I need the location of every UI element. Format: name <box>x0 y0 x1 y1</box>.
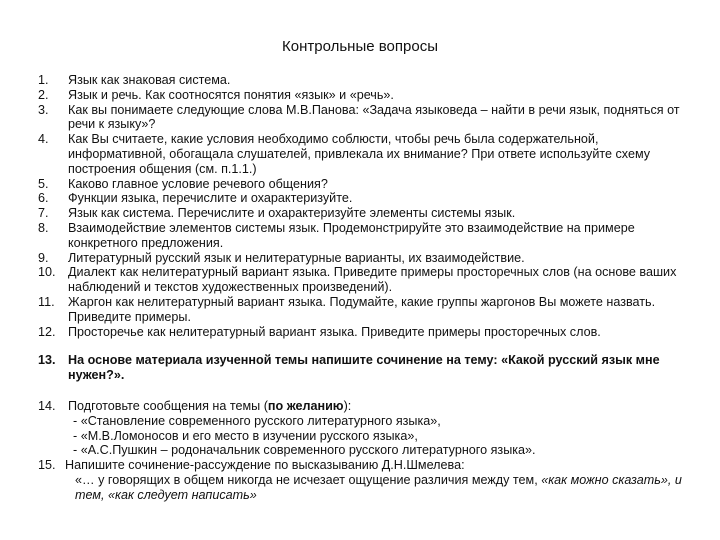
item-text: На основе материала изученной темы напишите сочинение на тему: «Какой русский язык мне нужен?». <box>68 353 660 383</box>
essay-question-15 <box>38 458 688 502</box>
quote-italic-2: «как следует написать» <box>108 487 257 502</box>
q14-tail: ): <box>343 398 352 413</box>
item-number: 3. <box>38 102 49 117</box>
topic-item: - «А.С.Пушкин – родоначальник современного русского литературного языка». <box>73 443 536 458</box>
item-text <box>68 399 688 414</box>
item-text: Каково главное условие речевого общения? <box>68 176 328 191</box>
list-item <box>38 88 688 103</box>
item-number: 15. <box>38 458 56 473</box>
q14-lead: Подготовьте сообщения на темы ( <box>68 398 268 413</box>
item-number: 1. <box>38 73 49 87</box>
list-item <box>38 325 688 340</box>
item-text: Как вы понимаете следующие слова М.В.Панова: «Задача языковеда – найти в речи язык, подняться от речи к языку»? <box>68 102 680 132</box>
list-item <box>38 221 688 251</box>
list-item <box>38 191 688 206</box>
questions-list <box>38 73 688 503</box>
page-title: Контрольные вопросы <box>282 38 438 55</box>
item-text: Язык и речь. Как соотносятся понятия «язык» и «речь». <box>68 87 394 102</box>
item-number: 11. <box>38 294 55 309</box>
topic-item: - «Становление современного русского литературного языка», <box>73 413 441 428</box>
list-item <box>38 206 688 221</box>
item-text: Как Вы считаете, какие условия необходимо соблюсти, чтобы речь была содержательной, информативной, обогащала слушателей, привлекала их внимание? При ответе используйте схему построения общения (см. п.1.1.) <box>68 132 651 176</box>
item-number: 9. <box>38 250 49 265</box>
item-number: 4. <box>38 132 49 147</box>
list-item <box>38 177 688 192</box>
item-number: 2. <box>38 87 49 102</box>
item-text: Напишите сочинение-рассуждение по высказыванию Д.Н.Шмелева: <box>65 458 465 473</box>
item-text: Жаргон как нелитературный вариант языка. Подумайте, какие группы жаргонов Вы можете назвать. Приведите примеры. <box>68 294 656 324</box>
quote-text <box>65 473 688 503</box>
item-number: 5. <box>38 176 49 191</box>
list-item <box>38 265 688 295</box>
item-text: Диалект как нелитературный вариант языка. Приведите примеры просторечных слов (на основе ваших наблюдений и текстов художественных произведений). <box>68 265 677 295</box>
q14-emphasis: по желанию <box>267 398 344 413</box>
item-text: Просторечье как нелитературный вариант языка. Приведите примеры просторечных слов. <box>68 324 601 339</box>
item-text: Литературный русский язык и нелитературные варианты, их взаимодействие. <box>68 250 525 265</box>
item-text: Язык как система. Перечислите и охарактеризуйте элементы системы язык. <box>68 206 516 221</box>
essay-question-13 <box>38 353 688 383</box>
quote-italic-1: «как можно сказать» <box>541 472 668 487</box>
item-text: Язык как знаковая система. <box>68 73 231 87</box>
topic-item: - «М.В.Ломоносов и его место в изучении русского языка», <box>73 428 418 443</box>
item-number: 10. <box>38 265 56 280</box>
item-text: Функции языка, перечислите и охарактеризуйте. <box>68 191 353 206</box>
item-number: 6. <box>38 191 49 206</box>
list-item <box>38 73 688 88</box>
quote-start: «… у говорящих в общем никогда не исчезает ощущение различия между тем, <box>75 472 542 487</box>
item-number: 12. <box>38 324 56 339</box>
list-item <box>38 103 688 133</box>
item-number: 14. <box>38 398 56 413</box>
item-number: 8. <box>38 220 49 235</box>
list-item <box>38 295 688 325</box>
reports-question-14 <box>38 399 688 458</box>
item-number: 13. <box>38 353 56 368</box>
item-number: 7. <box>38 206 49 221</box>
list-item <box>38 132 688 176</box>
list-item <box>38 251 688 266</box>
item-text: Взаимодействие элементов системы язык. Продемонстрируйте это взаимодействие на примере конкретного предложения. <box>68 220 635 250</box>
quote-mid: , и тем, <box>75 472 682 502</box>
